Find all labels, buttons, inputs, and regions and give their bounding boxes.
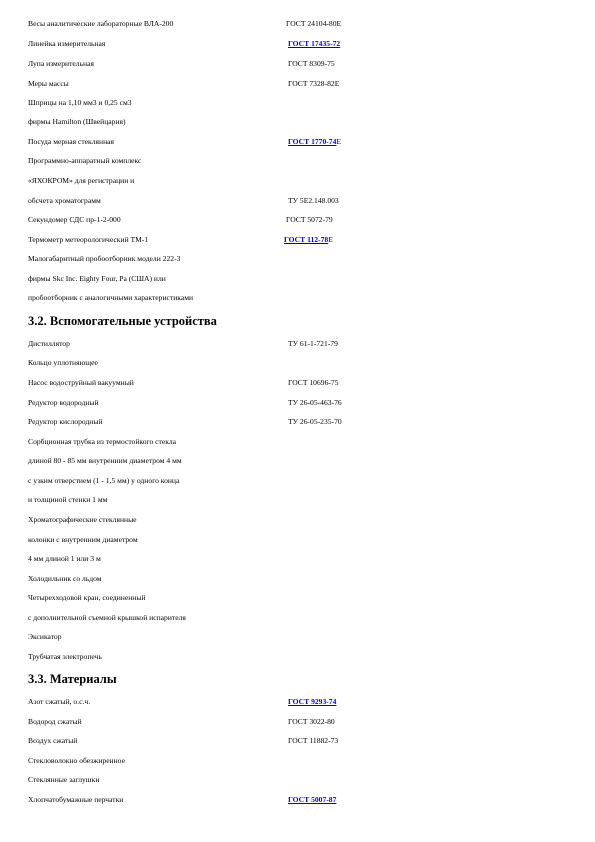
item-name: длиной 80 - 85 мм внутренним диаметром 4 мм <box>28 456 182 465</box>
item-name: Четырехходовой кран, соединенный <box>28 593 146 602</box>
item-standard: ТУ 26-05-235-70 <box>288 417 342 426</box>
item-name: Секундомер СДС пр-1-2-000 <box>28 215 121 224</box>
item-name: Трубчатая электропечь <box>28 652 102 661</box>
item-name: Дистиллятор <box>28 339 70 348</box>
list-item <box>28 416 568 428</box>
item-standard: ГОСТ 24104-80Е <box>286 19 342 28</box>
item-name: пробоотборник с аналогичными характеристиками <box>28 293 194 302</box>
section-heading-auxiliary-devices: 3.2. Вспомогательные устройства <box>28 314 217 328</box>
item-standard: ТУ 5Е2.148.003 <box>288 196 339 205</box>
item-name: Воздух сжатый <box>28 736 78 745</box>
item-standard <box>288 136 341 148</box>
standard-link[interactable]: ГОСТ 9293-74 <box>288 697 337 706</box>
list-item <box>28 534 568 546</box>
list-item <box>28 116 568 128</box>
item-standard: ГОСТ 8309-75 <box>288 59 335 68</box>
list-item <box>28 97 568 109</box>
item-name: Холодильник со льдом <box>28 574 102 583</box>
item-standard: ГОСТ 10696-75 <box>288 378 339 387</box>
item-standard <box>284 234 333 246</box>
item-name: 4 мм длиной 1 или 3 м <box>28 554 101 563</box>
list-item <box>28 377 568 389</box>
list-item <box>28 357 568 369</box>
list-item <box>28 397 568 409</box>
list-item <box>28 651 568 663</box>
item-standard <box>288 696 336 708</box>
list-item <box>28 38 568 50</box>
item-name: Шприцы на 1,10 мм3 и 0,25 см3 <box>28 98 132 107</box>
list-item <box>28 696 568 708</box>
standard-link[interactable]: ГОСТ 5007-87 <box>288 795 337 804</box>
item-name: Лупа измерительная <box>28 59 94 68</box>
list-item <box>28 78 568 90</box>
standard-suffix: Е <box>328 235 333 244</box>
list-item <box>28 214 568 226</box>
list-item <box>28 755 568 767</box>
list-item <box>28 58 568 70</box>
item-name: Стеклянные заглушки <box>28 775 100 784</box>
list-item <box>28 514 568 526</box>
list-item <box>28 338 568 350</box>
item-standard <box>288 38 340 50</box>
item-name: Термометр метеорологический ТМ-1 <box>28 235 149 244</box>
item-standard <box>288 794 336 806</box>
list-item <box>28 253 568 265</box>
list-item <box>28 774 568 786</box>
list-item <box>28 494 568 506</box>
item-name: «ЯХОКРОМ» для регистрации и <box>28 176 135 185</box>
item-name: Редуктор водородный <box>28 398 99 407</box>
item-name: Стекловолокно обезжиренное <box>28 756 125 765</box>
list-item <box>28 794 568 806</box>
item-name: Посуда мерная стеклянная <box>28 137 115 146</box>
item-name: Кольцо уплотняющее <box>28 358 98 367</box>
list-item <box>28 573 568 585</box>
list-item <box>28 175 568 187</box>
list-item <box>28 553 568 565</box>
item-standard: ГОСТ 11882-73 <box>288 736 339 745</box>
list-item <box>28 631 568 643</box>
item-name: фирмы Skc Inc. Eighty Four, Pa (США) или <box>28 274 166 283</box>
item-name: Насос водоструйный вакуумный <box>28 378 134 387</box>
list-item <box>28 195 568 207</box>
standard-link[interactable]: ГОСТ 17435-72 <box>288 39 341 48</box>
item-standard: ТУ 61-1-721-79 <box>288 339 338 348</box>
item-name: Хлопчатобумажные перчатки <box>28 795 124 804</box>
item-name: Водород сжатый <box>28 717 82 726</box>
list-item <box>28 592 568 604</box>
standard-suffix: Е <box>336 137 342 146</box>
list-item <box>28 292 568 304</box>
item-name: с дополнительной съемной крышкой испарителя <box>28 613 186 622</box>
list-item <box>28 273 568 285</box>
item-name: Сорбционная трубка из термостойкого стекла <box>28 437 177 446</box>
list-item <box>28 716 568 728</box>
item-name: фирмы Hamilton (Швейцария) <box>28 117 126 126</box>
list-item <box>28 234 568 246</box>
item-name: Линейка измерительная <box>28 39 106 48</box>
list-item <box>28 155 568 167</box>
item-name: колонки с внутренним диаметром <box>28 535 138 544</box>
list-item <box>28 735 568 747</box>
item-name: Весы аналитические лабораторные ВЛА-200 <box>28 19 174 28</box>
list-item <box>28 136 568 148</box>
item-name: Редуктор кислородный <box>28 417 103 426</box>
item-name: обсчета хроматограмм <box>28 196 101 205</box>
item-name: Хроматографические стеклянные <box>28 515 137 524</box>
standard-link[interactable]: ГОСТ 1770-74 <box>288 137 337 146</box>
item-standard: ГОСТ 7328-82Е <box>288 79 340 88</box>
item-name: с узким отверстием (1 - 1,5 мм) у одного конца <box>28 476 180 485</box>
item-name: Азот сжатый, о.с.ч. <box>28 697 91 706</box>
list-item <box>28 612 568 624</box>
standard-link[interactable]: ГОСТ 112-78 <box>284 235 329 244</box>
item-name: Малогабаритный пробоотборник модели 222-3 <box>28 254 181 263</box>
list-item <box>28 455 568 467</box>
list-item <box>28 436 568 448</box>
item-name: Эксикатор <box>28 632 62 641</box>
item-standard: ГОСТ 5072-79 <box>286 215 333 224</box>
list-item <box>28 18 568 30</box>
item-name: Меры массы <box>28 79 69 88</box>
section-heading-materials: 3.3. Материалы <box>28 672 117 686</box>
item-name: и толщиной стенки 1 мм <box>28 495 108 504</box>
list-item <box>28 475 568 487</box>
item-standard: ГОСТ 3022-80 <box>288 717 335 726</box>
item-standard: ТУ 26-05-463-76 <box>288 398 342 407</box>
item-name: Программно-аппаратный комплекс <box>28 156 142 165</box>
